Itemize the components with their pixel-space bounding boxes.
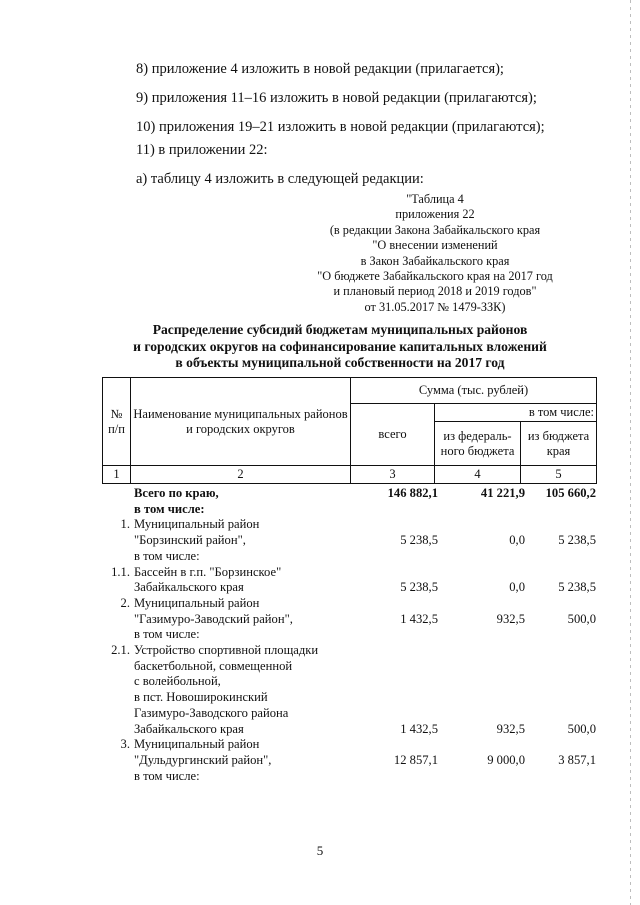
row-name-line: баскетбольной, совмещенной: [134, 658, 293, 673]
row-name-line: Муниципальный район: [134, 517, 260, 532]
row-total: 146 882,1: [387, 486, 438, 501]
row-name-line: "Борзинский район",: [134, 533, 246, 548]
caption-line: "О бюджете Забайкальского края на 2017 год: [317, 269, 553, 284]
row-name-line: "Газимуро-Заводский район",: [134, 611, 293, 626]
row-name-line: Устройство спортивной площадки: [134, 643, 319, 658]
paragraph-9: 9) приложения 11–16 изложить в новой редакции (прилагаются);: [136, 90, 537, 106]
row-name-line: в том числе:: [134, 548, 200, 563]
row-name-line: Всего по краю,: [134, 486, 219, 500]
table-row: [102, 596, 596, 643]
row-total: 1 432,5: [400, 721, 438, 736]
title-line: Распределение субсидий бюджетам муниципальных районов: [152, 322, 528, 337]
row-name-line: Газимуро-Заводского района: [134, 705, 289, 720]
paragraph-10: 10) приложения 19–21 изложить в новой редакции (прилагаются);: [136, 119, 545, 135]
table-row: [102, 486, 596, 517]
caption-line: от 31.05.2017 № 1479-ЗЗК): [364, 299, 506, 314]
header-num: № п/п: [103, 378, 131, 466]
index-cell: 5: [521, 466, 597, 484]
row-federal: 41 221,9: [480, 486, 525, 501]
row-name-line: Забайкальского края: [134, 580, 244, 595]
row-federal: 932,5: [496, 721, 525, 736]
row-name: [134, 596, 354, 643]
row-name: [134, 643, 354, 737]
row-total: 5 238,5: [400, 533, 438, 548]
title-line: в объекты муниципальной собственности на 2017 год: [175, 355, 505, 370]
row-total: 12 857,1: [393, 752, 438, 767]
table-header: [102, 377, 597, 484]
header-regional: из бюджета края: [521, 422, 597, 466]
header-including: в том числе:: [435, 404, 597, 422]
row-name-line: в том числе:: [134, 501, 205, 516]
index-cell: 4: [435, 466, 521, 484]
row-regional: 3 857,1: [558, 752, 596, 767]
header-name: Наименование муниципальных районов и городских округов: [131, 378, 351, 466]
table-title: [120, 322, 560, 372]
row-regional: 5 238,5: [558, 533, 596, 548]
row-name: [134, 737, 354, 784]
row-regional: 105 660,2: [545, 486, 596, 501]
row-federal: 932,5: [496, 611, 525, 626]
row-regional: 5 238,5: [558, 580, 596, 595]
row-federal: 0,0: [509, 580, 525, 595]
row-name-line: в том числе:: [134, 768, 200, 783]
row-federal: 9 000,0: [487, 752, 525, 767]
row-total: 1 432,5: [400, 611, 438, 626]
index-cell: 3: [351, 466, 435, 484]
row-number: 2.: [120, 595, 130, 610]
row-name-line: с волейбольной,: [134, 674, 221, 689]
table-row: [102, 517, 596, 564]
row-name-line: "Дульдургинский район",: [134, 752, 272, 767]
row-name-line: в том числе:: [134, 627, 200, 642]
row-federal: 0,0: [509, 533, 525, 548]
row-regional: 500,0: [567, 721, 596, 736]
header-federal: из федераль-ного бюджета: [435, 422, 521, 466]
caption-line: и плановый период 2018 и 2019 годов": [333, 284, 537, 299]
caption-line: "Таблица 4: [406, 192, 464, 206]
table-row: [102, 737, 596, 784]
header-sum-group: Сумма (тыс. рублей): [351, 378, 597, 404]
paragraph-8: 8) приложение 4 изложить в новой редакции (прилагается);: [136, 61, 504, 77]
caption-line: "О внесении изменений: [372, 238, 498, 253]
row-number: 1.1.: [111, 564, 130, 579]
row-total: 5 238,5: [400, 580, 438, 595]
index-cell: 2: [131, 466, 351, 484]
row-number: 2.1.: [111, 643, 130, 658]
page-number: 5: [316, 843, 324, 858]
header-total: всего: [351, 404, 435, 466]
caption-line: (в редакции Закона Забайкальского края: [329, 222, 541, 237]
table-row: [102, 643, 596, 737]
row-name-line: Забайкальского края: [134, 721, 244, 736]
row-name-line: Муниципальный район: [134, 595, 260, 610]
row-number: 1.: [120, 517, 130, 532]
paragraph-a: а) таблицу 4 изложить в следующей редакции:: [136, 171, 424, 187]
paragraph-11: 11) в приложении 22:: [136, 142, 268, 158]
table-row: [102, 565, 596, 596]
row-name: [134, 517, 354, 564]
row-name: [134, 565, 354, 596]
row-regional: 500,0: [567, 611, 596, 626]
row-name-line: Бассейн в г.п. "Борзинское": [134, 564, 282, 579]
caption-line: приложения 22: [395, 207, 475, 222]
index-cell: 1: [103, 466, 131, 484]
row-number: 3.: [120, 737, 130, 752]
table-caption: [290, 192, 580, 315]
scan-edge-line: [630, 0, 631, 905]
row-name-line: Муниципальный район: [134, 737, 260, 752]
row-name: [134, 486, 354, 517]
title-line: и городских округов на софинансирование капитальных вложений: [133, 338, 547, 354]
table-body: [102, 486, 596, 784]
row-name-line: в пст. Новоширокинский: [134, 690, 268, 705]
caption-line: в Закон Забайкальского края: [360, 253, 510, 268]
